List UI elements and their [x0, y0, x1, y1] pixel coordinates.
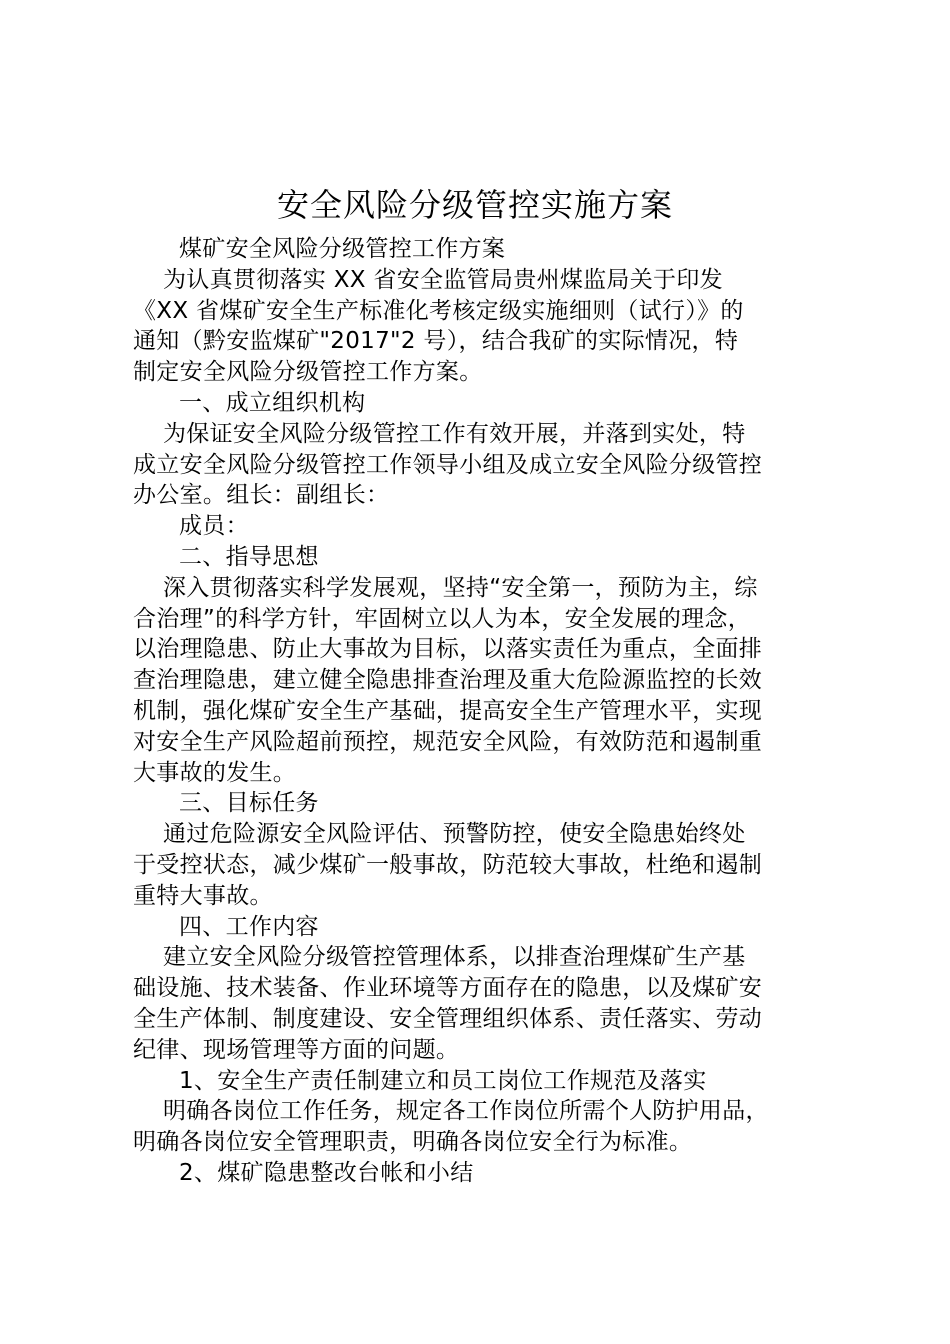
intro-paragraph — [133, 265, 825, 388]
text-line: 以治理隐患、防止大事故为目标，以落实责任为重点，全面排 — [133, 636, 763, 663]
section3-paragraph — [133, 819, 825, 911]
text-line: 全生产体制、制度建设、安全管理组织体系、责任落实、劳动 — [133, 1005, 763, 1032]
text-line: 为保证安全风险分级管控工作有效开展，并落到实处，特 — [163, 420, 746, 447]
text-line: 《XX 省煤矿安全生产标准化考核定级实施细则（试行）》的 — [133, 297, 744, 324]
text-line: 于受控状态，减少煤矿一般事故，防范较大事故，杜绝和遏制 — [133, 851, 763, 878]
text-line: 明确各岗位安全管理职责，明确各岗位安全行为标准。 — [133, 1129, 693, 1156]
text-line: 大事故的发生。 — [133, 759, 297, 786]
text-line: 通知（黔安监煤矿"2017"2 号），结合我矿的实际情况，特 — [133, 328, 739, 355]
item1-paragraph — [133, 1096, 825, 1158]
text-line: 合治理”的科学方针，牢固树立以人为本，安全发展的理念， — [133, 605, 752, 632]
section1-members: 成员： — [179, 513, 249, 540]
section2-heading: 二、指导思想 — [179, 543, 319, 570]
section3-heading: 三、目标任务 — [179, 790, 319, 817]
section4-heading: 四、工作内容 — [179, 913, 319, 940]
text-line: 对安全生产风险超前预控，规范安全风险，有效防范和遏制重 — [133, 728, 763, 755]
section2-paragraph — [133, 573, 825, 789]
text-line: 重特大事故。 — [133, 882, 273, 909]
text-line: 纪律、现场管理等方面的问题。 — [133, 1036, 460, 1063]
section1-heading: 一、成立组织机构 — [179, 389, 366, 416]
text-line: 查治理隐患，建立健全隐患排查治理及重大危险源监控的长效 — [133, 667, 763, 694]
text-line: 成立安全风险分级管控工作领导小组及成立安全风险分级管控 — [133, 451, 763, 478]
text-line: 明确各岗位工作任务，规定各工作岗位所需个人防护用品， — [163, 1098, 769, 1125]
document-subtitle: 煤矿安全风险分级管控工作方案 — [179, 236, 506, 262]
text-line: 为认真贯彻落实 XX 省安全监管局贵州煤监局关于印发 — [163, 266, 723, 293]
document-body — [133, 234, 825, 1189]
item2-heading: 2、煤矿隐患整改台帐和小结 — [179, 1159, 474, 1186]
text-line: 础设施、技术装备、作业环境等方面存在的隐患，以及煤矿安 — [133, 975, 763, 1002]
item1-heading: 1、安全生产责任制建立和员工岗位工作规范及落实 — [179, 1067, 707, 1094]
text-line: 机制，强化煤矿安全生产基础，提高安全生产管理水平，实现 — [133, 697, 763, 724]
text-line: 通过危险源安全风险评估、预警防控，使安全隐患始终处 — [163, 821, 746, 848]
section4-paragraph — [133, 942, 825, 1065]
section1-paragraph — [133, 419, 825, 511]
document-title: 安全风险分级管控实施方案 — [276, 186, 673, 224]
text-line: 深入贯彻落实科学发展观，坚持“安全第一，预防为主，综 — [163, 574, 758, 601]
text-line: 办公室。组长：副组长： — [133, 482, 390, 509]
text-line: 建立安全风险分级管控管理体系，以排查治理煤矿生产基 — [163, 944, 746, 971]
text-line: 制定安全风险分级管控工作方案。 — [133, 359, 483, 386]
